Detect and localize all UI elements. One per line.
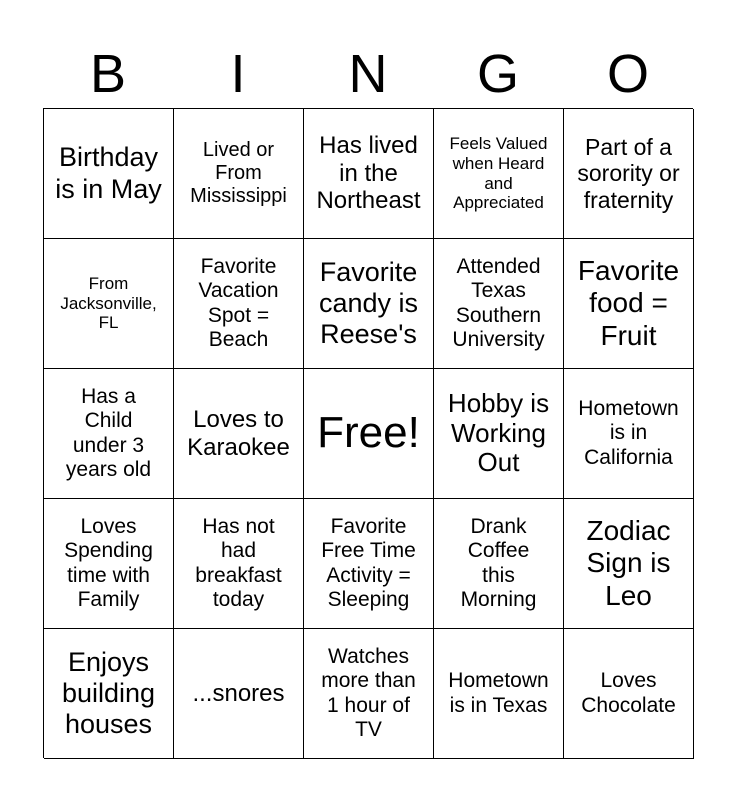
bingo-cell[interactable] [564,109,694,239]
cell-text: ...snores [192,679,285,707]
cell-text: Favorite food = Fruit [577,255,680,351]
cell-text: Favorite candy is Reese's [318,256,419,350]
header-letter-i: I [230,44,246,104]
bingo-cell[interactable] [304,369,434,499]
bingo-cell[interactable] [44,369,174,499]
header-letter-n: N [348,44,388,104]
bingo-cell[interactable] [44,499,174,629]
cell-text: Has not had breakfast today [195,515,282,611]
bingo-cell[interactable] [564,499,694,629]
cell-text: Part of a sorority or fraternity [577,133,680,213]
bingo-cell[interactable] [434,629,564,759]
bingo-cell[interactable] [44,239,174,369]
header-letter-b: B [89,44,127,104]
cell-text: Has a Child under 3 years old [65,385,152,481]
bingo-cell[interactable] [564,629,694,759]
cell-text: Lived or From Mississippi [190,139,287,207]
bingo-cell[interactable] [434,239,564,369]
bingo-cell[interactable] [44,629,174,759]
bingo-cell[interactable] [44,109,174,239]
cell-text: Zodiac Sign is Leo [586,515,671,611]
bingo-cell[interactable] [174,369,304,499]
cell-text: Hometown is in Texas [448,669,549,717]
cell-text: Loves Spending time with Family [64,515,153,611]
cell-text: Loves to Karaokee [187,405,290,461]
cell-text: Has lived in the Northeast [316,132,421,215]
bingo-header [43,40,693,108]
bingo-board [43,108,693,758]
header-letter-g: G [476,44,519,104]
cell-text: From Jacksonville, FL [60,274,157,333]
cell-text: Birthday is in May [55,142,162,204]
bingo-cell[interactable] [434,109,564,239]
free-space: Free! [317,408,420,458]
bingo-cell[interactable] [304,239,434,369]
header-letter-o: O [606,44,649,104]
bingo-cell[interactable] [304,109,434,239]
bingo-cell[interactable] [174,629,304,759]
bingo-cell[interactable] [304,499,434,629]
bingo-cell[interactable] [174,239,304,369]
cell-text: Attended Texas Southern University [452,255,545,351]
cell-text: Watches more than 1 hour of TV [321,645,416,741]
cell-text: Favorite Free Time Activity = Sleeping [321,515,416,611]
bingo-cell[interactable] [174,499,304,629]
bingo-cell[interactable] [564,239,694,369]
cell-text: Hobby is Working Out [447,387,550,478]
bingo-cell[interactable] [564,369,694,499]
cell-text: Loves Chocolate [581,669,676,717]
cell-text: Favorite Vacation Spot = Beach [198,255,279,351]
bingo-cell[interactable] [174,109,304,239]
bingo-cell[interactable] [304,629,434,759]
cell-text: Feels Valued when Heard and Appreciated [449,134,548,213]
bingo-cell[interactable] [434,369,564,499]
bingo-cell[interactable] [434,499,564,629]
cell-text: Drank Coffee this Morning [460,515,537,611]
cell-text: Hometown is in California [578,397,679,469]
cell-text: Enjoys building houses [61,646,156,740]
